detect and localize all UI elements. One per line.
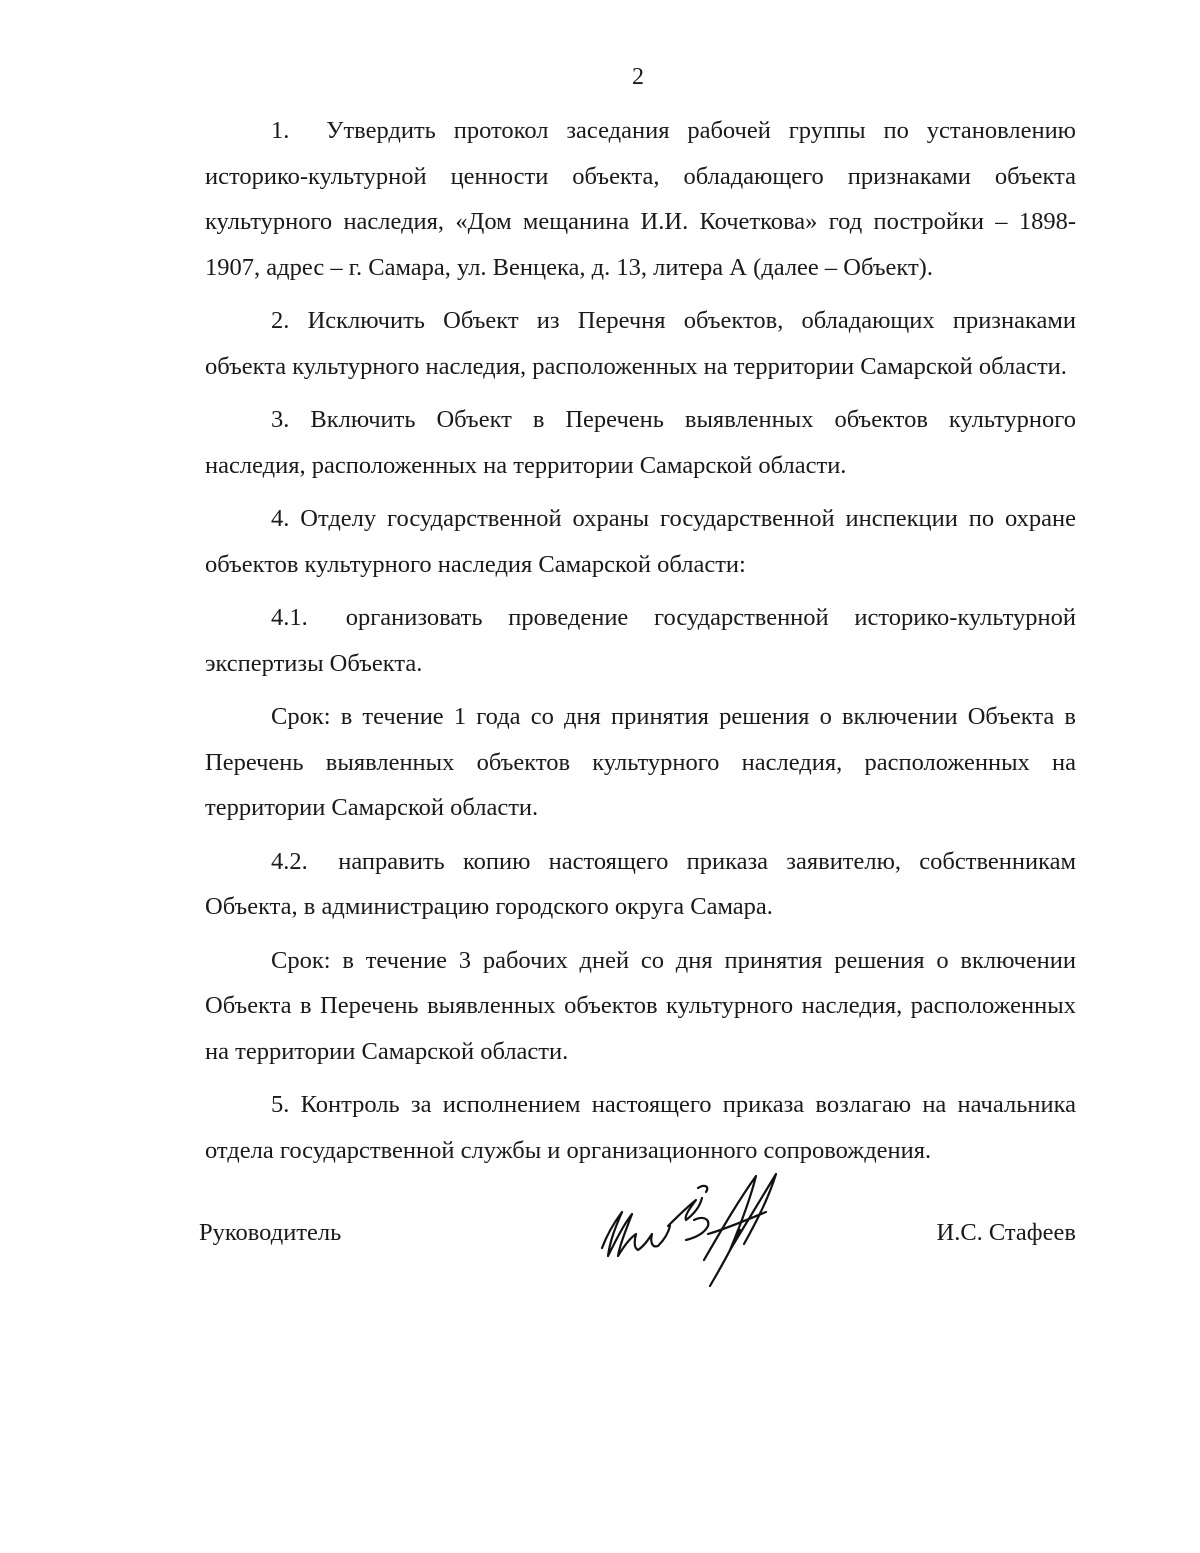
paragraph-5: 5. Контроль за исполнением настоящего приказа возлагаю на начальника отдела государственной службы и организационного сопровождения. bbox=[205, 1091, 1076, 1164]
handwritten-signature bbox=[590, 1160, 800, 1290]
signature-block bbox=[195, 1160, 1080, 1300]
page-number: 2 bbox=[632, 64, 644, 90]
signatory-name: И.С. Стафеев bbox=[936, 1219, 1076, 1246]
paragraph-4-2: 4.2. направить копию настоящего приказа заявителю, собственникам Объекта, в администрацию городского округа Самара. bbox=[205, 847, 1076, 920]
paragraph-1: 1. Утвердить протокол заседания рабочей группы по установлению историко-культурной ценности объекта, обладающего признаками объекта культурного наследия, «Дом мещанина И.И. Кочеткова» год постройки – 1898-1907, адрес – г. Самара, ул. Венцека, д. 13, литера А (далее – Объект). bbox=[205, 117, 1076, 281]
document-body bbox=[205, 108, 1076, 1173]
paragraph-2: 2. Исключить Объект из Перечня объектов, обладающих признаками объекта культурного наследия, расположенных на территории Самарской области. bbox=[205, 307, 1076, 380]
deadline-4-2: Срок: в течение 3 рабочих дней со дня принятия решения о включении Объекта в Перечень выявленных объектов культурного наследия, расположенных на территории Самарской области. bbox=[205, 946, 1076, 1065]
paragraph-4: 4. Отделу государственной охраны государственной инспекции по охране объектов культурного наследия Самарской области: bbox=[205, 505, 1076, 578]
paragraph-4-1: 4.1. организовать проведение государственной историко-культурной экспертизы Объекта. bbox=[205, 604, 1076, 677]
paragraph-3: 3. Включить Объект в Перечень выявленных объектов культурного наследия, расположенных на территории Самарской области. bbox=[205, 406, 1076, 479]
deadline-4-1: Срок: в течение 1 года со дня принятия решения о включении Объекта в Перечень выявленных объектов культурного наследия, расположенных на территории Самарской области. bbox=[205, 703, 1076, 821]
signatory-role: Руководитель bbox=[199, 1219, 342, 1246]
